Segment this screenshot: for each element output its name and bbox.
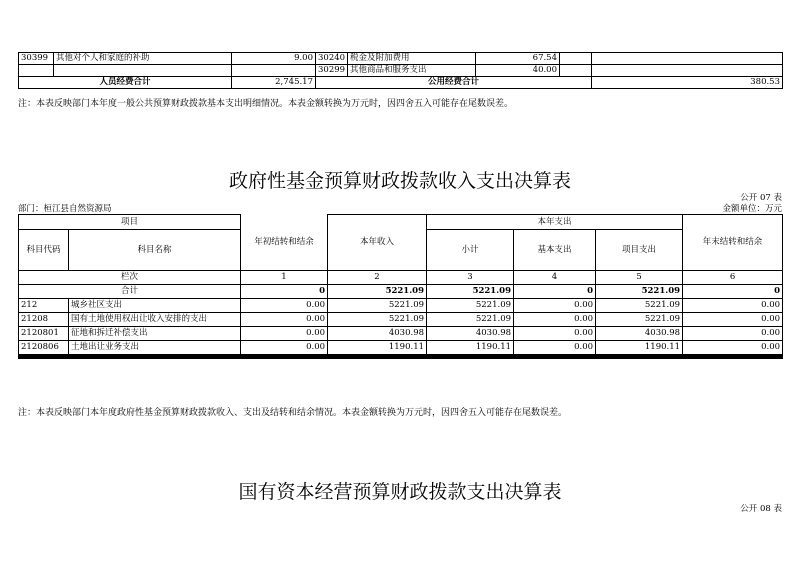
current-expense-header: 本年支出 (427, 215, 683, 230)
project-header: 项目 (19, 215, 241, 230)
code-cell: 30399 (19, 53, 54, 65)
table-row: 2120806 土地出让业务支出 0.00 1190.11 1190.11 0.00 1190.11 0.00 (19, 341, 783, 355)
table-row (19, 65, 783, 77)
subtotal-header: 小计 (427, 230, 514, 271)
code-cell: 30240 (316, 53, 348, 65)
empty-row (19, 358, 783, 359)
name-cell: 其他对个人和家庭的补助 (54, 53, 232, 65)
code-cell: 30299 (316, 65, 348, 77)
name-header: 科目名称 (69, 230, 241, 271)
amount-cell: 67.54 (476, 53, 560, 65)
form-number-08: 公开 08 表 (740, 504, 782, 514)
name-cell: 税金及附加费用 (348, 53, 476, 65)
public-total-value: 380.53 (592, 77, 783, 89)
basic-expense-table (18, 52, 783, 89)
note-1: 注：本表反映部门本年度一般公共预算财政拨款基本支出明细情况。本表金额转换为万元时，因四舍五入可能存在尾数误差。 (18, 99, 514, 109)
total-label: 合计 (19, 285, 241, 299)
table-row (19, 53, 783, 65)
total-row: 合计 0 5221.09 5221.09 0 5221.09 0 (19, 285, 783, 299)
amount-cell: 40.00 (476, 65, 560, 77)
personnel-total-label: 人员经费合计 (19, 77, 232, 89)
department-label: 部门：桓江县自然资源局 (18, 204, 112, 214)
name-cell: 其他商品和服务支出 (348, 65, 476, 77)
code-header: 科目代码 (19, 230, 69, 271)
section3-title: 国有资本经营预算财政拨款支出决算表 (238, 481, 562, 503)
personnel-total-value: 2,745.17 (232, 77, 316, 89)
amount-cell: 9.00 (232, 53, 316, 65)
column-number-row: 栏次 1 2 3 4 5 6 (19, 271, 783, 285)
table-row: 21208 国有土地使用权出让收入安排的支出 0.00 5221.09 5221.09 0.00 5221.09 0.00 (19, 313, 783, 327)
project-exp-header: 项目支出 (596, 230, 683, 271)
basic-header: 基本支出 (514, 230, 596, 271)
unit-label: 金额单位：万元 (722, 204, 782, 214)
table-row: 212 城乡社区支出 0.00 5221.09 5221.09 0.00 5221.09 0.00 (19, 299, 783, 313)
income-header: 本年收入 (328, 215, 427, 271)
form-number: 公开 07 表 (740, 193, 782, 203)
fund-budget-table (18, 214, 783, 359)
section2-title: 政府性基金预算财政拨款收入支出决算表 (228, 170, 571, 192)
total-row (19, 77, 783, 89)
public-total-label: 公用经费合计 (316, 77, 592, 89)
column-number-label: 栏次 (19, 271, 241, 285)
note-2: 注：本表反映部门本年度政府性基金预算财政拨款收入、支出及结转和结余情况。本表金额转换为万元时，因四舍五入可能存在尾数误差。 (18, 408, 568, 418)
table-row: 2120801 征地和拆迁补偿支出 0.00 4030.98 4030.98 0.00 4030.98 0.00 (19, 327, 783, 341)
end-balance-header: 年末结转和结余 (683, 215, 783, 271)
begin-balance-header: 年初结转和结余 (241, 215, 328, 271)
